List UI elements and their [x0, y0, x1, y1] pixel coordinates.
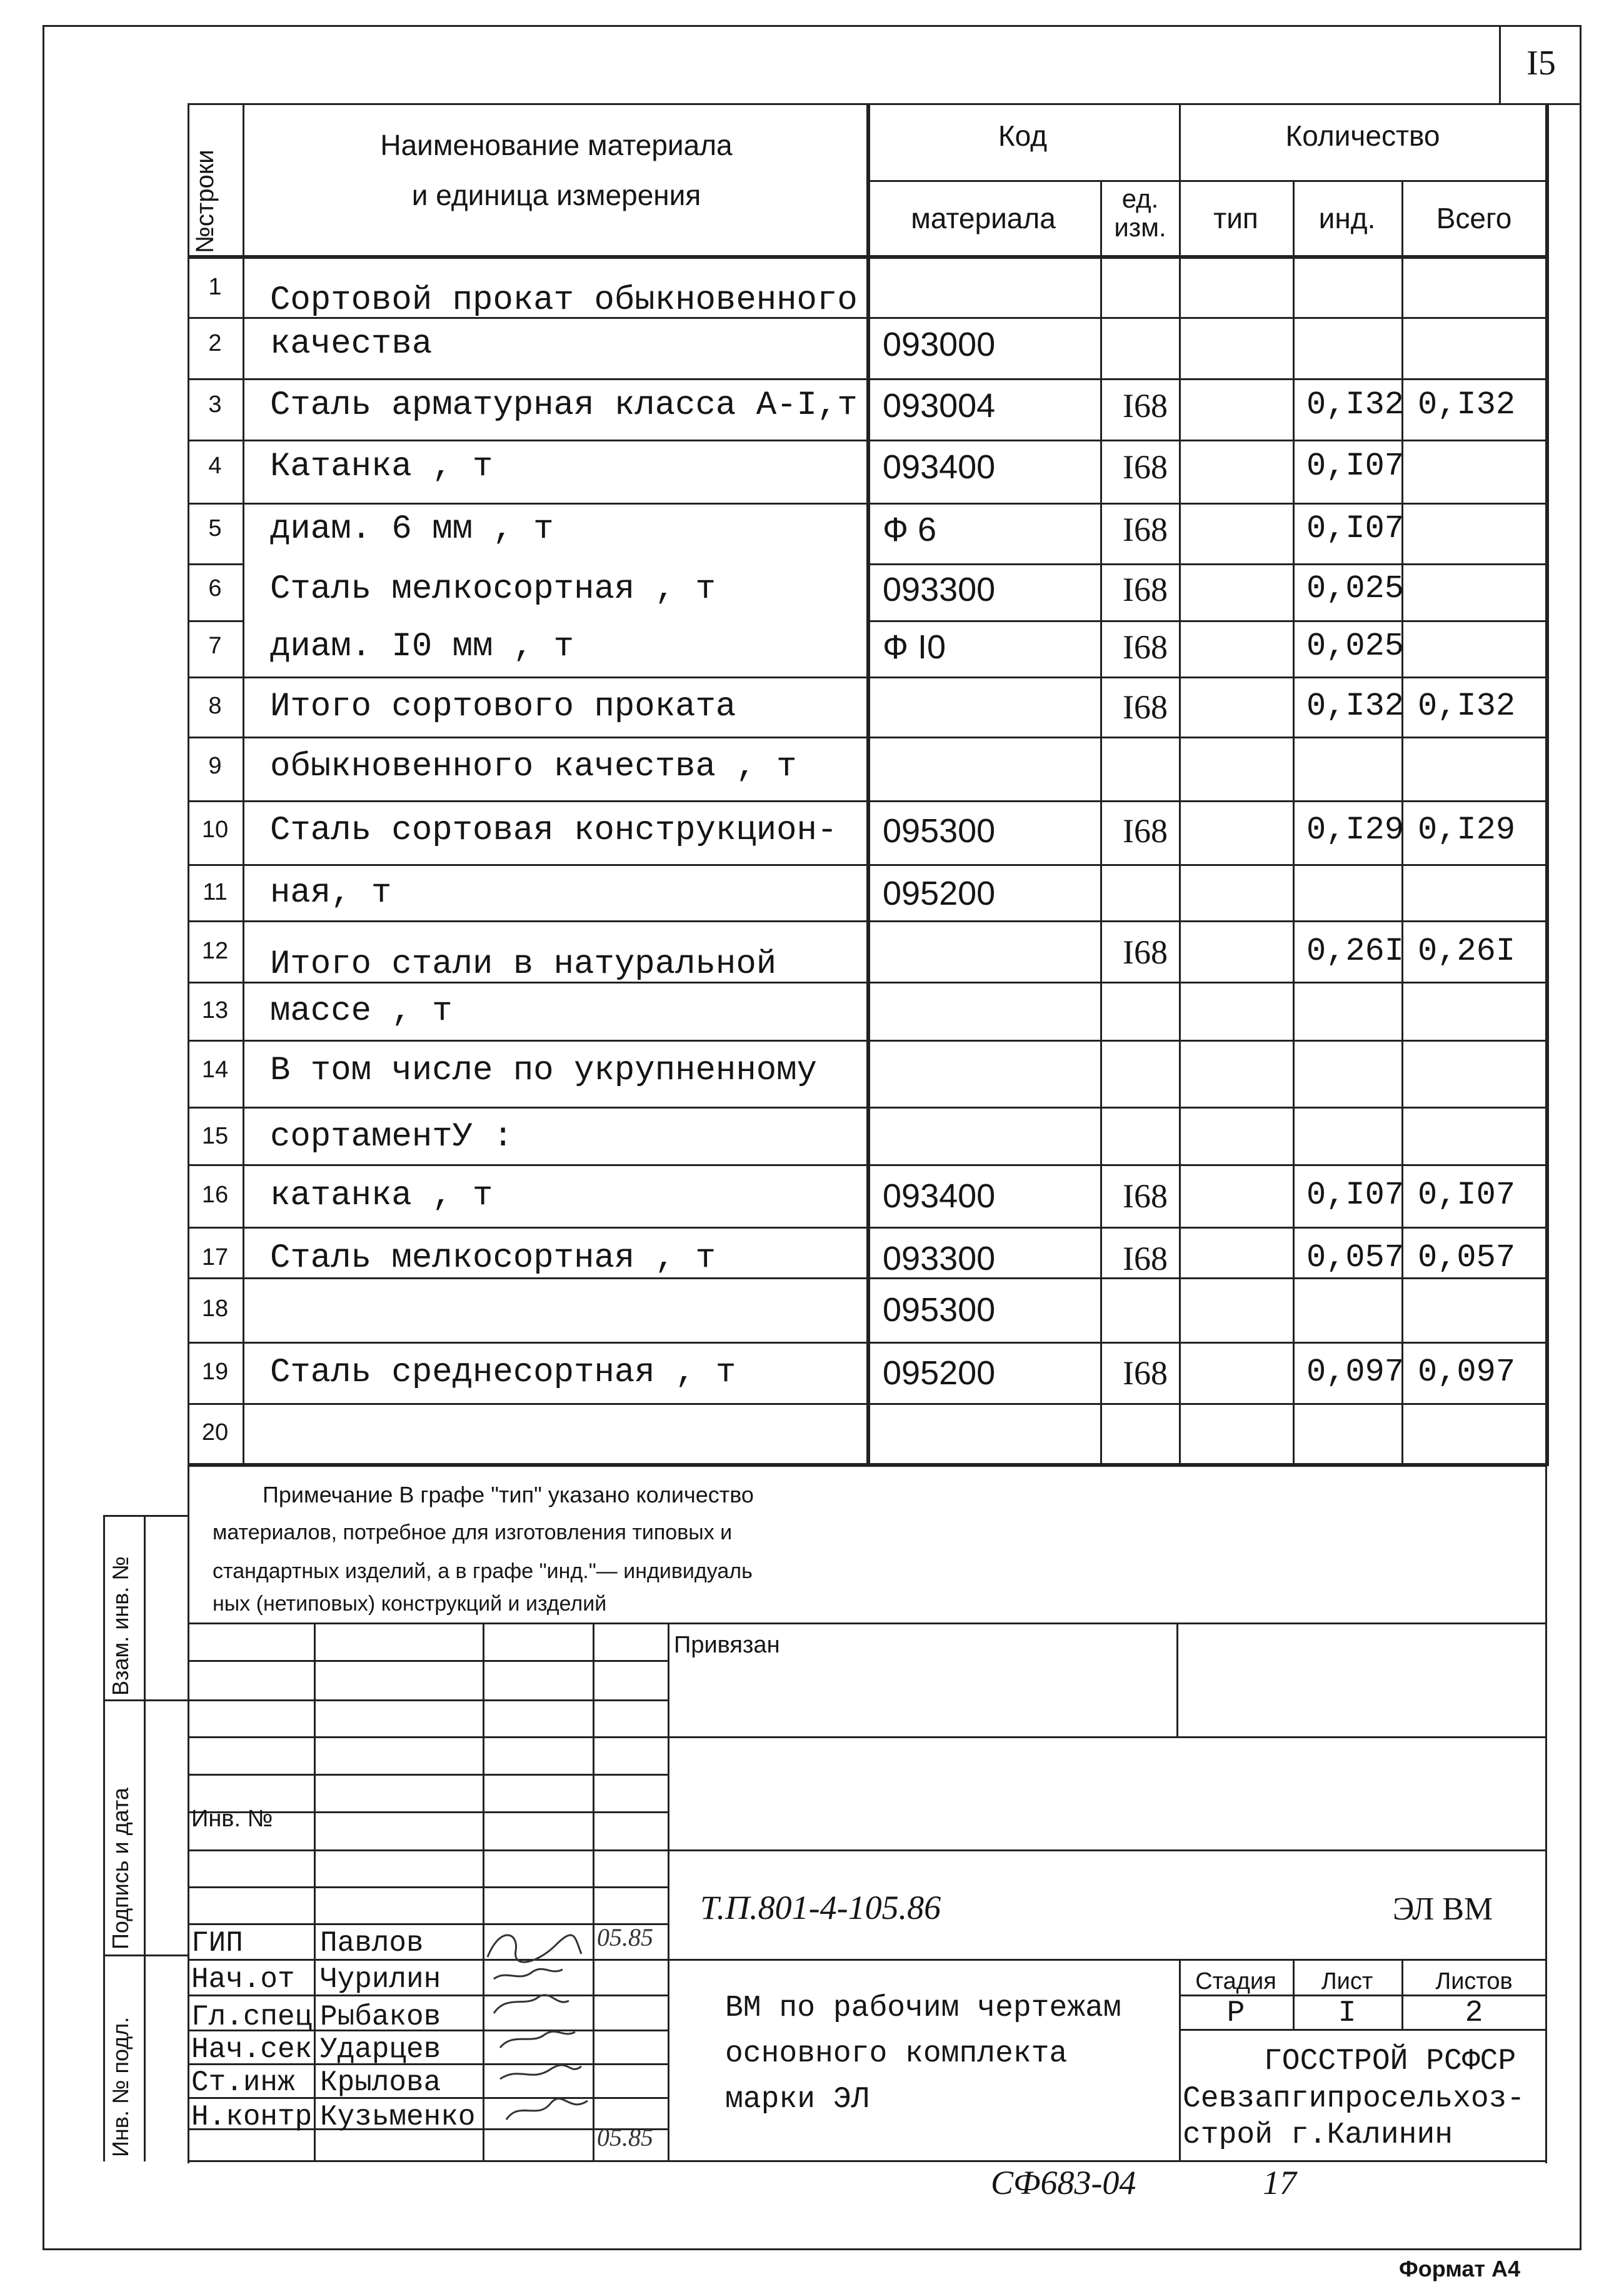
header-divider: [866, 180, 1547, 182]
note-bottom-border: [188, 1622, 1547, 1624]
row-number: 2: [208, 330, 222, 356]
material-name: сортаментУ :: [270, 1118, 513, 1156]
row-number: 9: [208, 753, 222, 779]
staff-name: Павлов: [320, 1927, 424, 1959]
qty-individual: 0,I32: [1306, 688, 1404, 725]
staff-name: Ударцев: [320, 2033, 441, 2066]
side-label-vzam: Взам. инв. №: [108, 1556, 133, 1696]
unit-code: I68: [1123, 688, 1168, 726]
row-number: 15: [201, 1123, 229, 1149]
unit-code: I68: [1123, 1354, 1168, 1392]
row-number: 18: [201, 1295, 229, 1322]
material-code: 093000: [883, 326, 996, 363]
privyazan-label: Привязан: [674, 1632, 780, 1658]
qty-individual: 0,26I: [1306, 933, 1404, 970]
document-code: Т.П.801-4-105.86: [700, 1889, 941, 1926]
table-col-divider: [866, 103, 870, 1466]
table-col-divider: [1100, 180, 1102, 1466]
staff-name: Кузьменко: [320, 2101, 476, 2133]
unit-code: I68: [1123, 812, 1168, 850]
qty-individual: 0,057: [1306, 1239, 1404, 1276]
sheets-label: Листов: [1435, 1968, 1513, 1995]
material-code: Ф I0: [883, 628, 946, 666]
side-stamp-border: [144, 1515, 146, 2161]
inv-no-label: Инв. №: [191, 1806, 273, 1832]
unit-code: I68: [1123, 387, 1168, 425]
row-number: 10: [201, 817, 229, 843]
organization-line: Севзапгипросельхоз-: [1183, 2082, 1525, 2116]
material-code: 093400: [883, 1177, 996, 1215]
unit-code: I68: [1123, 571, 1168, 608]
header-name-line2: и единица измерения: [411, 179, 701, 211]
header-qty-type: тип: [1213, 202, 1258, 234]
organization-line: строй г.Калинин: [1183, 2118, 1453, 2152]
header-code: Код: [998, 119, 1048, 152]
material-code: 095300: [883, 1291, 996, 1329]
note-line: ных (нетиповых) конструкций и изделий: [213, 1592, 607, 1616]
unit-code: I68: [1123, 511, 1168, 548]
row-number: 14: [201, 1057, 229, 1083]
row-number: 11: [203, 879, 228, 905]
material-code: 093300: [883, 1240, 996, 1277]
staff-name: Чурилин: [320, 1963, 441, 1996]
material-name: В том числе по укрупненному: [270, 1052, 817, 1090]
staff-date: 05.85: [597, 2123, 653, 2151]
material-name: массе , т: [270, 992, 453, 1030]
header-row-number: №строки: [191, 149, 219, 253]
description-line: основного комплекта: [725, 2037, 1068, 2071]
staff-role: ГИП: [191, 1927, 243, 1959]
row-number: 16: [201, 1182, 229, 1208]
qty-individual: 0,I07: [1306, 510, 1404, 547]
material-code: Ф 6: [883, 511, 937, 548]
material-code: 093400: [883, 448, 996, 486]
material-name: Сталь мелкосортная , т: [270, 570, 716, 608]
note-line: материалов, потребное для изготовления типовых и: [213, 1521, 733, 1544]
row-number: 3: [208, 391, 222, 418]
qty-individual: 0,I07: [1306, 448, 1404, 485]
archive-number: СФ683-04: [991, 2164, 1136, 2201]
staff-role: Нач.от: [191, 1963, 295, 1996]
material-name: Сталь сортовая конструкцион-: [270, 812, 838, 850]
unit-code: I68: [1123, 1240, 1168, 1277]
sheet-value: I: [1338, 1996, 1356, 2030]
side-stamp-border: [103, 1515, 105, 2161]
material-code: 095200: [883, 875, 996, 912]
qty-total: 0,I29: [1418, 812, 1516, 848]
header-code-material: материала: [911, 202, 1056, 234]
unit-code: I68: [1123, 628, 1168, 666]
row-number: 13: [201, 997, 229, 1024]
material-name: Катанка , т: [270, 448, 493, 486]
qty-total: 0,097: [1418, 1354, 1516, 1391]
material-name: Сталь мелкосортная , т: [270, 1239, 716, 1277]
qty-total: 0,I32: [1418, 386, 1516, 423]
row-number: 1: [208, 274, 222, 300]
qty-individual: 0,025: [1306, 628, 1404, 665]
header-bottom-border: [188, 255, 1547, 259]
header-quantity: Количество: [1285, 119, 1440, 152]
stage-label: Стадия: [1195, 1968, 1276, 1995]
material-name: обыкновенного качества , т: [270, 748, 797, 786]
row-number: 7: [208, 633, 222, 659]
qty-individual: 0,097: [1306, 1354, 1404, 1391]
material-code: 093300: [883, 571, 996, 608]
staff-name: Рыбаков: [320, 2001, 441, 2033]
staff-date: 05.85: [597, 1923, 653, 1951]
qty-individual: 0,I29: [1306, 812, 1404, 848]
row-number: 19: [201, 1359, 229, 1385]
unit-code: I68: [1123, 1177, 1168, 1215]
row-number: 5: [208, 515, 222, 541]
qty-total: 0,I07: [1418, 1177, 1516, 1214]
staff-role: Ст.инж: [191, 2066, 295, 2099]
material-name: диам. 6 мм , т: [270, 510, 554, 548]
unit-code: I68: [1123, 933, 1168, 971]
qty-individual: 0,I32: [1306, 386, 1404, 423]
material-code: 093004: [883, 387, 996, 425]
stage-value: Р: [1226, 1996, 1245, 2030]
material-name: Сортовой прокат обыкновенного: [270, 281, 858, 319]
header-qty-ind: инд.: [1318, 202, 1376, 234]
staff-name: Крылова: [320, 2066, 441, 2099]
row-number: 20: [201, 1419, 229, 1446]
sheet-corner-number: I5: [1499, 25, 1581, 105]
row-number: 8: [208, 693, 222, 719]
sheets-value: 2: [1465, 1996, 1483, 2030]
material-code: 095200: [883, 1354, 996, 1392]
header-code-unit: ед. изм.: [1114, 184, 1166, 242]
table-col-divider: [243, 103, 244, 1466]
header-qty-total: Всего: [1436, 202, 1512, 234]
description-line: марки ЭЛ: [725, 2083, 870, 2116]
material-name: Сталь среднесортная , т: [270, 1354, 736, 1392]
row-number: 6: [208, 575, 222, 601]
staff-role: Н.контр: [191, 2101, 313, 2133]
staff-role: Гл.спец: [191, 2001, 313, 2033]
material-name: катанка , т: [270, 1177, 493, 1215]
header-name-line1: Наименование материала: [380, 129, 733, 161]
qty-total: 0,26I: [1418, 933, 1516, 970]
material-code: 095300: [883, 812, 996, 850]
table-right-border: [1545, 103, 1549, 1466]
row-number: 12: [201, 938, 229, 964]
qty-individual: 0,025: [1306, 570, 1404, 607]
format-label: Формат А4: [1399, 2256, 1521, 2281]
material-name: диам. I0 мм , т: [270, 628, 574, 666]
material-name: качества: [270, 325, 433, 363]
row-number: 17: [201, 1244, 229, 1270]
material-name: ная, т: [270, 874, 392, 912]
note-line: Примечание В графе "тип" указано количество: [263, 1482, 754, 1507]
archive-page: 17: [1263, 2164, 1296, 2201]
qty-total: 0,I32: [1418, 688, 1516, 725]
side-label-podpis: Подпись и дата: [108, 1788, 133, 1949]
row-number: 4: [208, 453, 222, 479]
qty-total: 0,057: [1418, 1239, 1516, 1276]
staff-role: Нач.сек: [191, 2033, 313, 2066]
sheet-label: Лист: [1321, 1968, 1373, 1995]
material-name: Итого сортового проката: [270, 688, 736, 726]
material-name: Итого стали в натуральной: [270, 945, 777, 984]
organization-line: ГОССТРОЙ РСФСР: [1264, 2045, 1516, 2078]
document-mark: ЭЛ ВМ: [1393, 1891, 1493, 1927]
side-label-inv-podl: Инв. № подл.: [108, 2016, 133, 2157]
table-top-border: [188, 103, 1547, 105]
table-col-divider: [1179, 103, 1181, 1466]
description-line: ВМ по рабочим чертежам: [725, 1991, 1121, 2025]
unit-code: I68: [1123, 448, 1168, 486]
note-line: стандартных изделий, а в графе "инд."— индивидуаль: [213, 1559, 753, 1583]
qty-individual: 0,I07: [1306, 1177, 1404, 1214]
material-name: Сталь арматурная класса А-I,т: [270, 386, 858, 425]
table-col-divider: [1293, 180, 1295, 1466]
